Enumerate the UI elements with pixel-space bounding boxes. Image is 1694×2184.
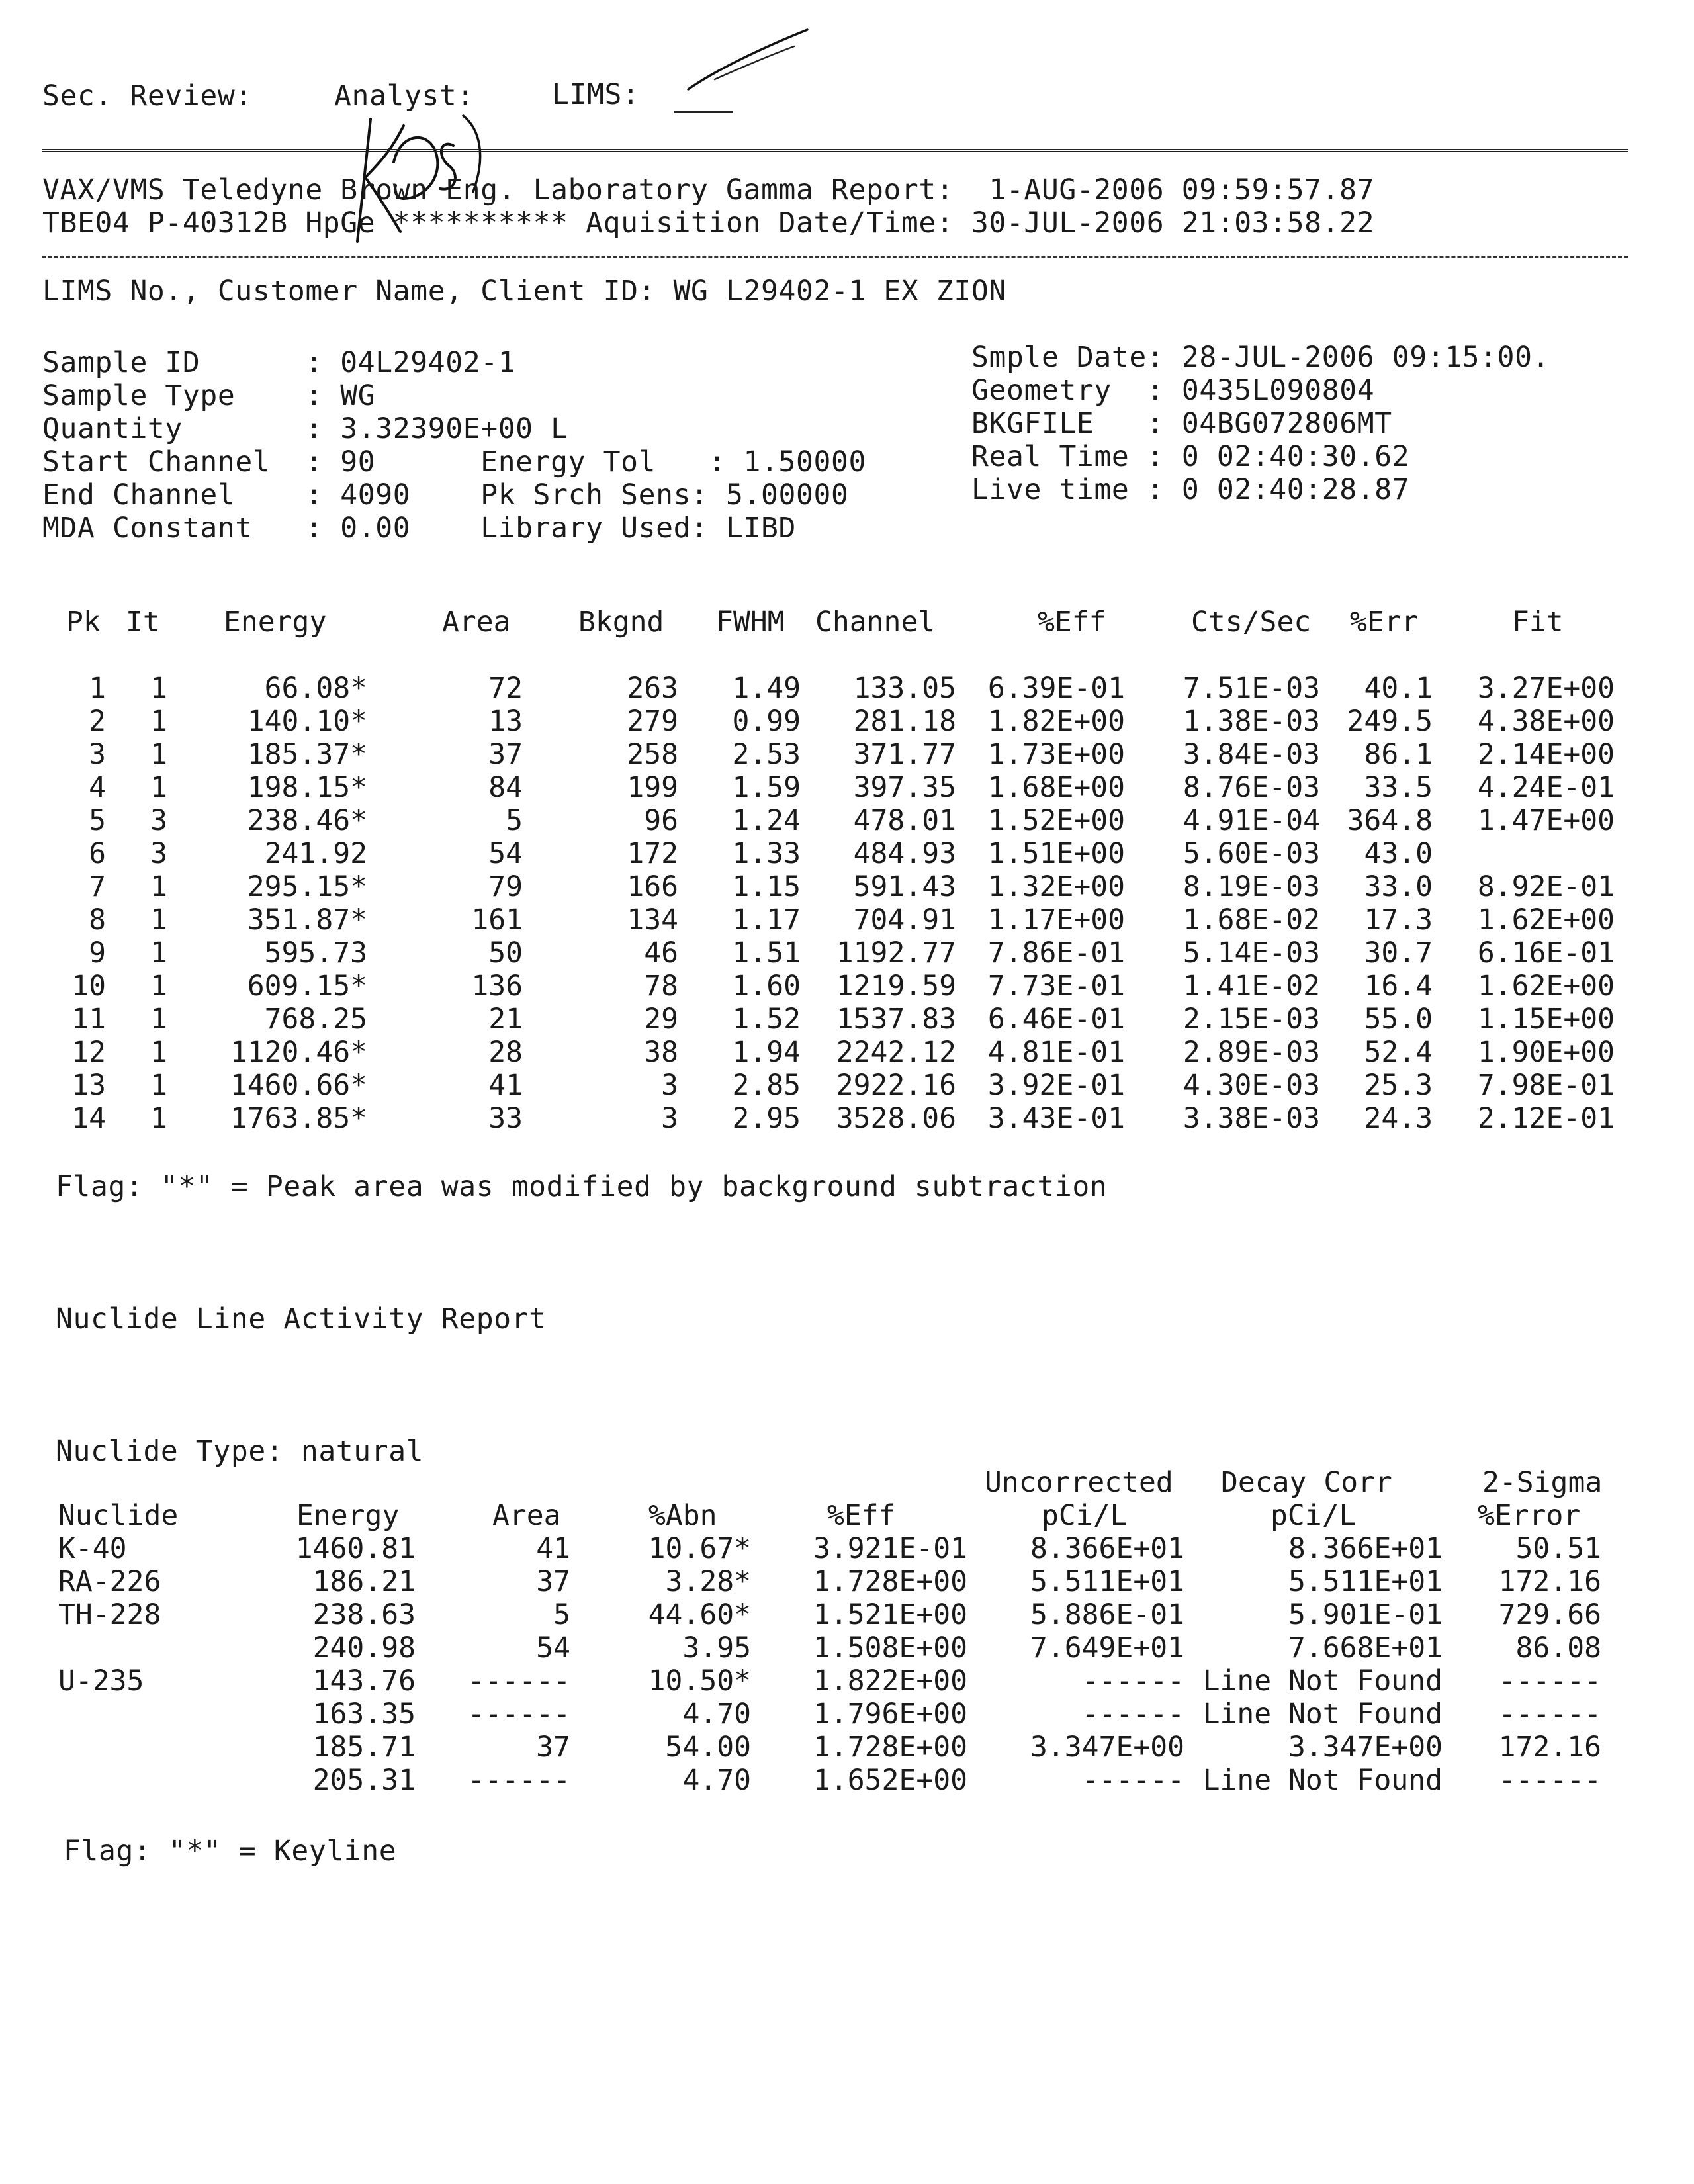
peak-cell: 199: [627, 771, 678, 804]
peak-header-bkgnd: Bkgnd: [578, 606, 664, 639]
nuclide-header-3: %Abn: [648, 1499, 717, 1532]
peak-cell: 1.51: [732, 936, 801, 970]
peak-cell: 1.15: [732, 870, 801, 903]
peak-cell: 1: [150, 936, 167, 970]
peak-cell: 1: [150, 672, 167, 705]
peak-cell: 7.86E-01: [987, 936, 1125, 970]
peak-cell: 1460.66*: [230, 1069, 367, 1102]
peak-cell: 41: [488, 1069, 523, 1102]
peak-cell: 1: [150, 705, 167, 738]
peak-cell: 6.39E-01: [987, 672, 1125, 705]
peak-cell: 1: [150, 1036, 167, 1069]
peak-flag-note: Flag: "*" = Peak area was modified by background subtraction: [56, 1170, 1108, 1203]
mda-constant: MDA Constant : 0.00 Library Used: LIBD: [42, 512, 796, 545]
keyline-flag-note: Flag: "*" = Keyline: [64, 1835, 397, 1868]
peak-cell: 3: [150, 837, 167, 870]
peak-cell: 79: [488, 870, 523, 903]
peak-cell: 3528.06: [836, 1102, 956, 1135]
nuclide-cell: 5.901E-01: [1288, 1598, 1443, 1631]
peak-cell: 66.08*: [264, 672, 367, 705]
nuclide-cell: 7.668E+01: [1288, 1631, 1443, 1664]
nuclide-header-1: Energy: [296, 1499, 400, 1532]
peak-cell: 8.76E-03: [1182, 771, 1320, 804]
peak-cell: 1.68E+00: [987, 771, 1125, 804]
peak-cell: 96: [644, 804, 678, 837]
peak-cell: 1.38E-03: [1182, 705, 1320, 738]
peak-cell: 7.51E-03: [1182, 672, 1320, 705]
nuclide-cell: 41: [536, 1532, 570, 1565]
peak-cell: 1: [150, 870, 167, 903]
peak-cell: 43.0: [1364, 837, 1433, 870]
peak-cell: 7.98E-01: [1477, 1069, 1615, 1102]
nuclide-cell: 3.95: [682, 1631, 751, 1664]
start-channel: Start Channel : 90 Energy Tol : 1.50000: [42, 445, 866, 478]
peak-cell: 4.38E+00: [1477, 705, 1615, 738]
peak-cell: 4.24E-01: [1477, 771, 1615, 804]
peak-cell: 3: [89, 738, 106, 771]
sample-date: Smple Date: 28-JUL-2006 09:15:00.: [971, 341, 1550, 374]
peak-cell: 1763.85*: [230, 1102, 367, 1135]
peak-cell: 1.15E+00: [1477, 1003, 1615, 1036]
peak-cell: 7.73E-01: [987, 970, 1125, 1003]
peak-cell: 2: [89, 705, 106, 738]
nuclide-cell: ------: [1498, 1664, 1601, 1698]
peak-cell: 11: [71, 1003, 106, 1036]
peak-cell: 5.60E-03: [1182, 837, 1320, 870]
peak-cell: 78: [644, 970, 678, 1003]
nuclide-cell: 172.16: [1498, 1731, 1601, 1764]
nuclide-cell: 50.51: [1515, 1532, 1601, 1565]
nuclide-cell: ------: [1081, 1764, 1184, 1797]
peak-cell: 1192.77: [836, 936, 956, 970]
peak-header-energy: Energy: [224, 606, 327, 639]
peak-cell: 1: [150, 738, 167, 771]
nuclide-cell: 143.76: [312, 1664, 416, 1698]
nuclide-cell: 5.511E+01: [1030, 1565, 1184, 1598]
peak-cell: 1: [150, 771, 167, 804]
lims-label: LIMS:: [552, 78, 640, 111]
peak-cell: 198.15*: [247, 771, 367, 804]
peak-cell: 2922.16: [836, 1069, 956, 1102]
nuclide-cell: 10.50*: [648, 1664, 751, 1698]
peak-cell: 140.10*: [247, 705, 367, 738]
lims-signature-line: [674, 111, 733, 113]
lims-client-line: LIMS No., Customer Name, Client ID: WG L29402-1 EX ZION: [42, 275, 1006, 308]
peak-cell: 1: [150, 970, 167, 1003]
peak-cell: 3.27E+00: [1477, 672, 1615, 705]
peak-header-ctssec: Cts/Sec: [1191, 606, 1312, 639]
peak-cell: 397.35: [853, 771, 956, 804]
nuclide-cell: 729.66: [1498, 1598, 1601, 1631]
nuclide-cell: 1.728E+00: [813, 1731, 967, 1764]
peak-header-fwhm: FWHM: [716, 606, 785, 639]
peak-cell: 4.91E-04: [1182, 804, 1320, 837]
peak-cell: 5: [506, 804, 523, 837]
peak-cell: 13: [488, 705, 523, 738]
acquisition-line: TBE04 P-40312B HpGe ********** Aquisition Date/Time: 30-JUL-2006 21:03:58.22: [42, 206, 1375, 240]
peak-cell: 166: [627, 870, 678, 903]
peak-cell: 364.8: [1347, 804, 1433, 837]
peak-header-pk: Pk: [66, 606, 101, 639]
header-uncorrected: Uncorrected: [985, 1466, 1173, 1499]
peak-cell: 84: [488, 771, 523, 804]
peak-cell: 3: [661, 1102, 678, 1135]
nuclide-cell: ------: [1081, 1664, 1184, 1698]
peak-cell: 2.14E+00: [1477, 738, 1615, 771]
nuclide-type: Nuclide Type: natural: [56, 1435, 424, 1468]
peak-cell: 595.73: [264, 936, 367, 970]
nuclide-cell: 3.921E-01: [813, 1532, 967, 1565]
peak-cell: 1: [150, 1069, 167, 1102]
peak-cell: 241.92: [264, 837, 367, 870]
peak-cell: 33.0: [1364, 870, 1433, 903]
peak-cell: 1.60: [732, 970, 801, 1003]
peak-cell: 704.91: [853, 903, 956, 936]
nuclide-cell: 10.67*: [648, 1532, 751, 1565]
peak-cell: 371.77: [853, 738, 956, 771]
analyst-label: Analyst:: [334, 79, 474, 113]
peak-cell: 3.84E-03: [1182, 738, 1320, 771]
peak-cell: 4.81E-01: [987, 1036, 1125, 1069]
nuclide-cell: 163.35: [312, 1698, 416, 1731]
peak-cell: 13: [71, 1069, 106, 1102]
nuclide-cell: 86.08: [1515, 1631, 1601, 1664]
peak-cell: 33.5: [1364, 771, 1433, 804]
nuclide-cell: Line Not Found: [1202, 1664, 1443, 1698]
peak-cell: 295.15*: [247, 870, 367, 903]
nuclide-cell: 1.822E+00: [813, 1664, 967, 1698]
peak-cell: 3.38E-03: [1182, 1102, 1320, 1135]
nuclide-cell: 238.63: [312, 1598, 416, 1631]
peak-header-eff: %Eff: [1038, 606, 1106, 639]
peak-cell: 1.52E+00: [987, 804, 1125, 837]
peak-cell: 50: [488, 936, 523, 970]
peak-cell: 86.1: [1364, 738, 1433, 771]
peak-cell: 238.46*: [247, 804, 367, 837]
nuclide-cell: Line Not Found: [1202, 1698, 1443, 1731]
peak-cell: 6.46E-01: [987, 1003, 1125, 1036]
end-channel: End Channel : 4090 Pk Srch Sens: 5.00000: [42, 478, 849, 512]
peak-cell: 54: [488, 837, 523, 870]
peak-cell: 1.90E+00: [1477, 1036, 1615, 1069]
peak-cell: 1537.83: [836, 1003, 956, 1036]
nuclide-cell: U-235: [58, 1664, 144, 1698]
peak-cell: 484.93: [853, 837, 956, 870]
nuclide-cell: 1.796E+00: [813, 1698, 967, 1731]
nuclide-cell: 240.98: [312, 1631, 416, 1664]
nuclide-cell: 4.70: [682, 1698, 751, 1731]
peak-cell: 1: [150, 1102, 167, 1135]
nuclide-cell: 1.728E+00: [813, 1565, 967, 1598]
peak-cell: 1.82E+00: [987, 705, 1125, 738]
peak-cell: 30.7: [1364, 936, 1433, 970]
peak-cell: 6.16E-01: [1477, 936, 1615, 970]
peak-cell: 10: [71, 970, 106, 1003]
nuclide-cell: 8.366E+01: [1288, 1532, 1443, 1565]
peak-cell: 1.94: [732, 1036, 801, 1069]
nuclide-cell: 5.511E+01: [1288, 1565, 1443, 1598]
peak-cell: 1.24: [732, 804, 801, 837]
sec-review-label: Sec. Review:: [42, 79, 253, 113]
peak-cell: 249.5: [1347, 705, 1433, 738]
peak-cell: 55.0: [1364, 1003, 1433, 1036]
nuclide-cell: 37: [536, 1731, 570, 1764]
nuclide-cell: ------: [467, 1698, 570, 1731]
peak-cell: 5.14E-03: [1182, 936, 1320, 970]
peak-cell: 1.17: [732, 903, 801, 936]
peak-cell: 1.52: [732, 1003, 801, 1036]
peak-header-fit: Fit: [1512, 606, 1564, 639]
nuclide-cell: 3.28*: [665, 1565, 751, 1598]
nuclide-cell: ------: [1498, 1698, 1601, 1731]
quantity: Quantity : 3.32390E+00 L: [42, 412, 568, 445]
peak-cell: 3.92E-01: [987, 1069, 1125, 1102]
peak-cell: 1.68E-02: [1182, 903, 1320, 936]
peak-cell: 17.3: [1364, 903, 1433, 936]
nuclide-header-7: %Error: [1478, 1499, 1581, 1532]
nuclide-cell: 5: [553, 1598, 570, 1631]
peak-cell: 46: [644, 936, 678, 970]
nuclide-header-6: pCi/L: [1270, 1499, 1357, 1532]
nuclide-cell: 172.16: [1498, 1565, 1601, 1598]
peak-cell: 279: [627, 705, 678, 738]
peak-cell: 24.3: [1364, 1102, 1433, 1135]
peak-cell: 1.47E+00: [1477, 804, 1615, 837]
nuclide-cell: 3.347E+00: [1288, 1731, 1443, 1764]
peak-cell: 2.15E-03: [1182, 1003, 1320, 1036]
peak-cell: 1.73E+00: [987, 738, 1125, 771]
nuclide-cell: 185.71: [312, 1731, 416, 1764]
geometry: Geometry : 0435L090804: [971, 374, 1375, 407]
peak-cell: 52.4: [1364, 1036, 1433, 1069]
live-time: Live time : 0 02:40:28.87: [971, 473, 1410, 506]
peak-cell: 2.95: [732, 1102, 801, 1135]
nuclide-header-5: pCi/L: [1042, 1499, 1128, 1532]
peak-cell: 25.3: [1364, 1069, 1433, 1102]
nuclide-cell: 1460.81: [295, 1532, 416, 1565]
peak-cell: 1.49: [732, 672, 801, 705]
peak-cell: 2242.12: [836, 1036, 956, 1069]
peak-cell: 40.1: [1364, 672, 1433, 705]
peak-cell: 609.15*: [247, 970, 367, 1003]
header-decay-corr: Decay Corr: [1221, 1466, 1392, 1499]
sample-type: Sample Type : WG: [42, 379, 376, 412]
peak-cell: 478.01: [853, 804, 956, 837]
peak-cell: 8.92E-01: [1477, 870, 1615, 903]
real-time: Real Time : 0 02:40:30.62: [971, 440, 1410, 473]
peak-header-err: %Err: [1350, 606, 1419, 639]
header-2-sigma: 2-Sigma: [1482, 1466, 1603, 1499]
dashed-rule: [42, 256, 1628, 259]
peak-cell: 1120.46*: [230, 1036, 367, 1069]
peak-cell: 33: [488, 1102, 523, 1135]
bkgfile: BKGFILE : 04BG072806MT: [971, 407, 1392, 440]
nuclide-cell: 4.70: [682, 1764, 751, 1797]
report-title: VAX/VMS Teledyne Brown Eng. Laboratory Gamma Report: 1-AUG-2006 09:59:57.87: [42, 173, 1375, 206]
nuclide-cell: ------: [1081, 1698, 1184, 1731]
peak-cell: 1.62E+00: [1477, 903, 1615, 936]
peak-cell: 37: [488, 738, 523, 771]
nuclide-cell: TH-228: [58, 1598, 161, 1631]
nuclide-cell: 54.00: [665, 1731, 751, 1764]
peak-cell: 4: [89, 771, 106, 804]
peak-cell: 1: [150, 1003, 167, 1036]
peak-cell: 1.33: [732, 837, 801, 870]
peak-cell: 28: [488, 1036, 523, 1069]
peak-cell: 5: [89, 804, 106, 837]
peak-cell: 1.59: [732, 771, 801, 804]
peak-cell: 3: [661, 1069, 678, 1102]
peak-header-area: Area: [442, 606, 511, 639]
peak-cell: 263: [627, 672, 678, 705]
nuclide-cell: 1.652E+00: [813, 1764, 967, 1797]
peak-cell: 161: [471, 903, 523, 936]
peak-cell: 6: [89, 837, 106, 870]
peak-cell: 1: [89, 672, 106, 705]
peak-cell: 2.89E-03: [1182, 1036, 1320, 1069]
peak-cell: 1.17E+00: [987, 903, 1125, 936]
peak-cell: 38: [644, 1036, 678, 1069]
peak-header-it: It: [126, 606, 160, 639]
peak-cell: 3.43E-01: [987, 1102, 1125, 1135]
peak-cell: 1.62E+00: [1477, 970, 1615, 1003]
nuclide-header-4: %Eff: [827, 1499, 896, 1532]
peak-cell: 4.30E-03: [1182, 1069, 1320, 1102]
peak-cell: 2.12E-01: [1477, 1102, 1615, 1135]
nuclide-cell: 8.366E+01: [1030, 1532, 1184, 1565]
nuclide-cell: 37: [536, 1565, 570, 1598]
nuclide-header-2: Area: [492, 1499, 561, 1532]
lims-checkmark-icon: [682, 26, 854, 99]
peak-cell: 136: [471, 970, 523, 1003]
peak-cell: 21: [488, 1003, 523, 1036]
peak-cell: 1: [150, 903, 167, 936]
nuclide-cell: 3.347E+00: [1030, 1731, 1184, 1764]
nuclide-cell: 205.31: [312, 1764, 416, 1797]
nuclide-cell: Line Not Found: [1202, 1764, 1443, 1797]
peak-cell: 29: [644, 1003, 678, 1036]
peak-cell: 1219.59: [836, 970, 956, 1003]
nuclide-cell: K-40: [58, 1532, 127, 1565]
nuclide-cell: ------: [1498, 1764, 1601, 1797]
nuclide-report-title: Nuclide Line Activity Report: [56, 1302, 547, 1336]
peak-cell: 768.25: [264, 1003, 367, 1036]
nuclide-header-0: Nuclide: [58, 1499, 179, 1532]
peak-cell: 2.53: [732, 738, 801, 771]
peak-cell: 72: [488, 672, 523, 705]
peak-cell: 3: [150, 804, 167, 837]
peak-cell: 351.87*: [247, 903, 367, 936]
nuclide-cell: ------: [467, 1664, 570, 1698]
double-rule: [42, 149, 1628, 158]
peak-cell: 172: [627, 837, 678, 870]
nuclide-cell: 7.649E+01: [1030, 1631, 1184, 1664]
peak-cell: 591.43: [853, 870, 956, 903]
peak-cell: 1.41E-02: [1182, 970, 1320, 1003]
peak-cell: 134: [627, 903, 678, 936]
nuclide-cell: ------: [467, 1764, 570, 1797]
peak-cell: 1.51E+00: [987, 837, 1125, 870]
peak-cell: 281.18: [853, 705, 956, 738]
peak-cell: 8: [89, 903, 106, 936]
nuclide-cell: 44.60*: [648, 1598, 751, 1631]
peak-cell: 16.4: [1364, 970, 1433, 1003]
nuclide-cell: 1.521E+00: [813, 1598, 967, 1631]
peak-cell: 185.37*: [247, 738, 367, 771]
peak-cell: 0.99: [732, 705, 801, 738]
peak-cell: 8.19E-03: [1182, 870, 1320, 903]
nuclide-cell: 54: [536, 1631, 570, 1664]
peak-cell: 7: [89, 870, 106, 903]
peak-cell: 258: [627, 738, 678, 771]
nuclide-cell: 1.508E+00: [813, 1631, 967, 1664]
peak-cell: 1.32E+00: [987, 870, 1125, 903]
nuclide-cell: RA-226: [58, 1565, 161, 1598]
peak-cell: 9: [89, 936, 106, 970]
nuclide-cell: 186.21: [312, 1565, 416, 1598]
sample-id: Sample ID : 04L29402-1: [42, 346, 516, 379]
nuclide-cell: 5.886E-01: [1030, 1598, 1184, 1631]
peak-header-channel: Channel: [815, 606, 936, 639]
peak-cell: 14: [71, 1102, 106, 1135]
peak-cell: 133.05: [853, 672, 956, 705]
peak-cell: 12: [71, 1036, 106, 1069]
peak-cell: 2.85: [732, 1069, 801, 1102]
